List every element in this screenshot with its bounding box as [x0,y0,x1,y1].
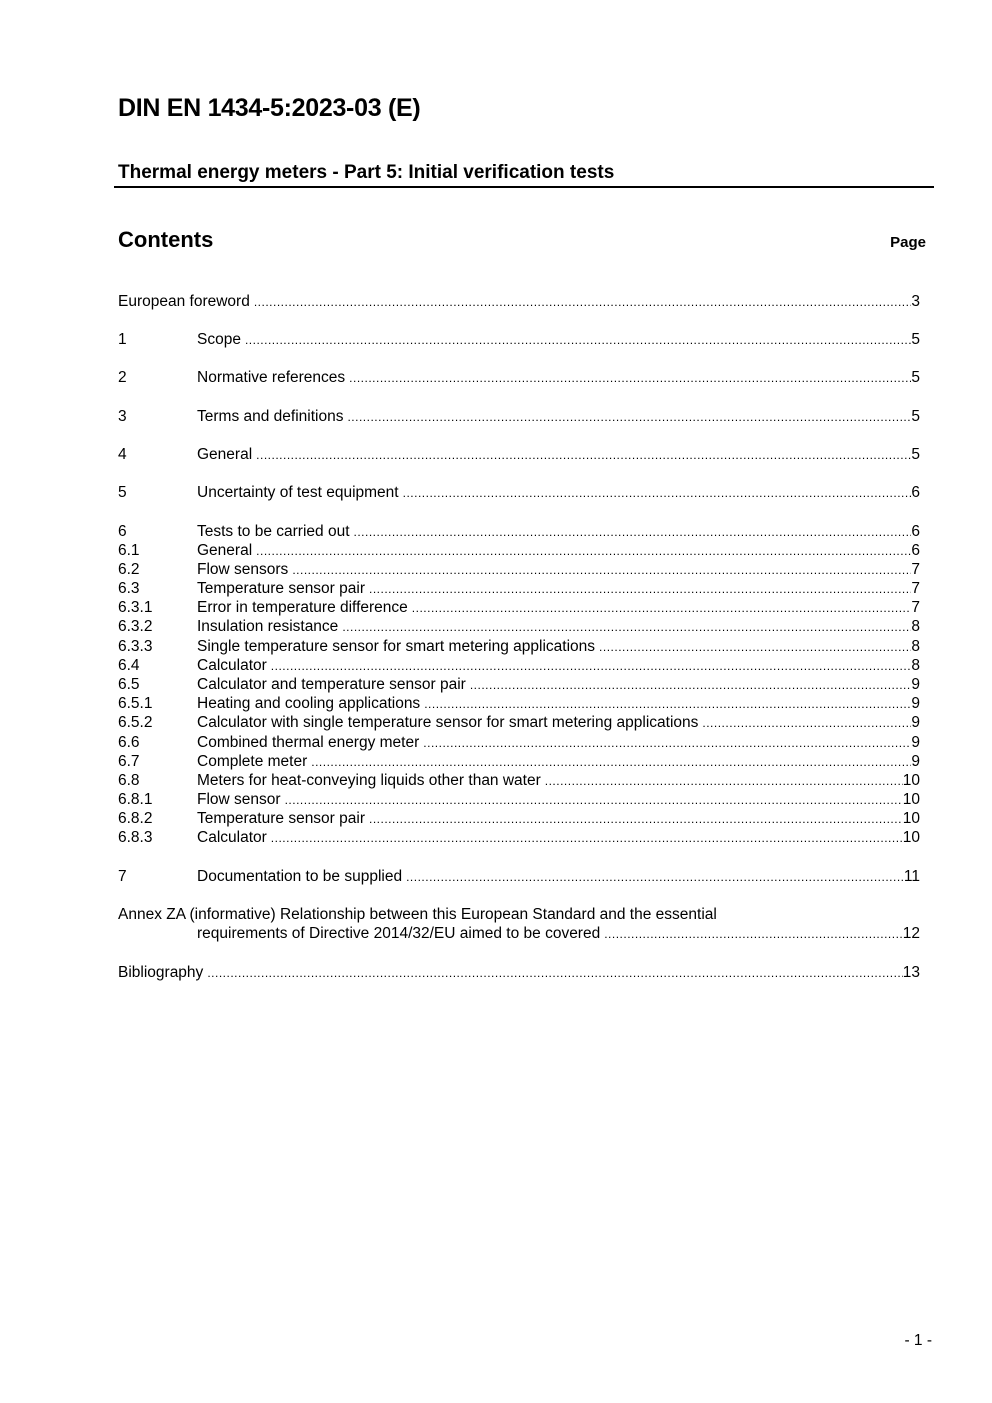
toc-leader [254,292,912,312]
toc-leader [271,656,912,676]
toc-entry[interactable] [118,579,920,599]
toc-page: 7 [911,580,920,597]
toc-title: Bibliography [118,964,204,981]
toc-entry[interactable] [118,675,920,695]
toc-title: Complete meter [197,753,308,770]
toc-page: 5 [911,446,920,463]
toc-leader [354,522,912,542]
toc-entry[interactable] [118,867,920,887]
toc-number: 6.5.1 [118,695,153,712]
toc-entry[interactable] [118,694,920,714]
toc-page: 9 [911,714,920,731]
toc-number: 6.5.2 [118,714,153,731]
toc-page: 6 [911,523,920,540]
toc-leader [349,368,911,388]
toc-title: requirements of Directive 2014/32/EU aimed to be covered [197,925,601,942]
toc-number: 6.3.2 [118,618,153,635]
toc-title: Calculator and temperature sensor pair [197,676,466,693]
toc-entry[interactable] [118,598,920,618]
toc-title: Meters for heat-conveying liquids other than water [197,772,541,789]
toc-title: Insulation resistance [197,618,339,635]
toc-title: Flow sensors [197,561,289,578]
toc-leader [256,445,911,465]
page-column-heading: Page [890,234,926,251]
toc-entry[interactable] [118,368,920,388]
toc-entry-bibliography[interactable] [118,963,920,983]
toc-leader [342,617,911,637]
toc-leader [406,867,904,887]
toc-page: 5 [911,369,920,386]
toc-number: 6.5 [118,676,140,693]
toc-title: Scope [197,331,241,348]
toc-entry[interactable] [118,713,920,733]
toc-page: 5 [911,408,920,425]
toc-entry[interactable] [118,522,920,542]
toc-leader [311,752,911,772]
toc-page: 3 [911,293,920,310]
toc-number: 1 [118,331,127,348]
toc-number: 6.3.3 [118,638,153,655]
toc-entry[interactable] [118,560,920,580]
toc-leader [292,560,911,580]
toc-entry[interactable] [118,407,920,427]
toc-number: 4 [118,446,127,463]
toc-page: 12 [902,925,920,942]
toc-entry[interactable] [118,483,920,503]
toc-page: 6 [911,542,920,559]
toc-page: 7 [911,561,920,578]
toc-entry[interactable] [118,637,920,657]
toc-entry[interactable] [118,445,920,465]
toc-page: 9 [911,695,920,712]
toc-leader [207,963,902,983]
toc-title: Flow sensor [197,791,281,808]
footer-page-number: - 1 - [904,1332,932,1349]
toc-title: Calculator [197,657,267,674]
toc-number: 6 [118,523,127,540]
toc-entry[interactable] [118,733,920,753]
toc-leader [599,637,911,657]
toc-number: 6.8.3 [118,829,153,846]
toc-leader [285,790,903,810]
toc-page: 7 [911,599,920,616]
toc-title: Heating and cooling applications [197,695,421,712]
toc-number: 2 [118,369,127,386]
toc-leader [604,924,903,944]
toc-entry[interactable] [118,656,920,676]
toc-page: 5 [911,331,920,348]
toc-leader [424,694,911,714]
toc-number: 6.2 [118,561,140,578]
toc-leader [412,598,912,618]
toc-page: 10 [902,791,920,808]
toc-number: 5 [118,484,127,501]
toc-number: 6.1 [118,542,140,559]
toc-number: 6.3 [118,580,140,597]
toc-title: Terms and definitions [197,408,344,425]
toc-number: 6.7 [118,753,140,770]
toc-page: 10 [902,772,920,789]
toc-number: 6.3.1 [118,599,153,616]
toc-page: 10 [902,829,920,846]
toc-page: 10 [902,810,920,827]
document-title: DIN EN 1434-5:2023-03 (E) [118,94,421,122]
toc-leader [470,675,912,695]
toc-entry[interactable] [118,828,920,848]
toc-entry[interactable] [118,541,920,561]
toc-leader [545,771,903,791]
toc-leader [347,407,911,427]
toc-number: 6.6 [118,734,140,751]
toc-number: 6.8.2 [118,810,153,827]
toc-title: Tests to be carried out [197,523,350,540]
toc-entry[interactable] [118,330,920,350]
toc-leader [369,809,903,829]
toc-number: 7 [118,868,127,885]
toc-leader [403,483,912,503]
toc-entry-foreword[interactable] [118,292,920,312]
toc-title: Uncertainty of test equipment [197,484,399,501]
toc-page: 11 [903,868,920,885]
toc-title: Temperature sensor pair [197,810,365,827]
toc-number: 6.8.1 [118,791,153,808]
toc-leader [702,713,911,733]
document-subtitle: Thermal energy meters - Part 5: Initial verification tests [118,162,615,183]
toc-title: Single temperature sensor for smart metering applications [197,638,596,655]
toc-leader [271,828,903,848]
toc-title: Error in temperature difference [197,599,408,616]
toc-title: Documentation to be supplied [197,868,403,885]
toc-page: 8 [911,638,920,655]
toc-title: Calculator with single temperature sensor for smart metering applications [197,714,699,731]
toc-page: 8 [911,618,920,635]
toc-title: Combined thermal energy meter [197,734,420,751]
toc-page: 9 [911,734,920,751]
toc-title: General [197,446,253,463]
toc-title: Temperature sensor pair [197,580,365,597]
toc-entry[interactable] [118,617,920,637]
toc-annex-line1[interactable]: Annex ZA (informative) Relationship between this European Standard and the essential [118,906,717,923]
toc-number: 6.4 [118,657,140,674]
toc-leader [369,579,911,599]
toc-title: General [197,542,253,559]
toc-entry[interactable] [118,790,920,810]
toc-entry[interactable] [118,752,920,772]
contents-heading: Contents [118,227,214,252]
toc-title: European foreword [118,293,250,310]
toc-entry[interactable] [118,771,920,791]
toc-number: 3 [118,408,127,425]
toc-leader [245,330,911,350]
toc-page: 13 [902,964,920,981]
toc-page: 6 [911,484,920,501]
toc-number: 6.8 [118,772,140,789]
toc-leader [256,541,911,561]
toc-page: 8 [911,657,920,674]
toc-page: 9 [911,676,920,693]
toc-entry-annex[interactable] [197,924,920,944]
toc-leader [423,733,911,753]
toc-entry[interactable] [118,809,920,829]
toc-title: Calculator [197,829,267,846]
toc-page: 9 [911,753,920,770]
subtitle-rule [114,186,934,188]
toc-title: Normative references [197,369,346,386]
